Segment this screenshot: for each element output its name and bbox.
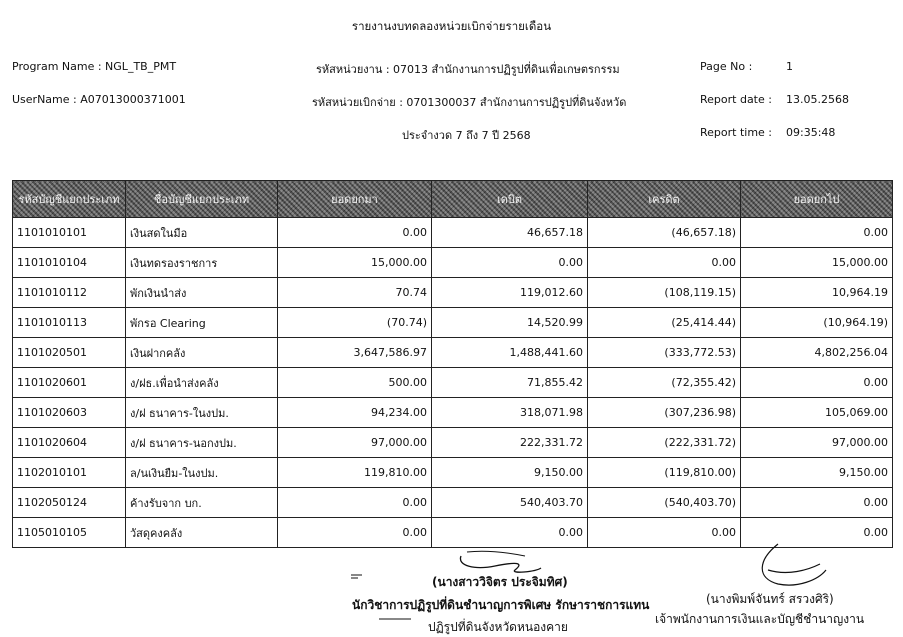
table-row: [13, 368, 893, 398]
underline-mark: [378, 616, 412, 622]
account-code: 1101020603: [13, 398, 126, 428]
report-period: ประจำงวด 7 ถึง 7 ปี 2568: [402, 129, 531, 142]
brought-forward: 97,000.00: [278, 428, 432, 458]
debit: 318,071.98: [432, 398, 588, 428]
left-signatory-title: นักวิชาการปฏิรูปที่ดินชำนาญการพิเศษ รักษาราชการแทน: [352, 598, 650, 612]
left-signatory-office: ปฏิรูปที่ดินจังหวัดหนองคาย: [428, 620, 568, 634]
debit: 46,657.18: [432, 218, 588, 248]
brought-forward: 119,810.00: [278, 458, 432, 488]
carried-forward: 0.00: [741, 218, 893, 248]
table-row: [13, 428, 893, 458]
header-account-name: ชื่อบัญชีแยกประเภท: [126, 181, 278, 218]
small-mark: [350, 572, 364, 580]
account-code: 1101020601: [13, 368, 126, 398]
carried-forward: 0.00: [741, 488, 893, 518]
agency-code: รหัสหน่วยงาน : 07013 สำนักงานการปฏิรูปที่ดินเพื่อเกษตรกรรม: [316, 63, 620, 76]
carried-forward: 4,802,256.04: [741, 338, 893, 368]
account-name: เงินฝากคลัง: [126, 338, 278, 368]
report-date-value: 13.05.2568: [786, 93, 849, 106]
left-signature-scribble: [455, 548, 545, 576]
credit: 0.00: [588, 248, 741, 278]
account-code: 1101020501: [13, 338, 126, 368]
table-row: [13, 338, 893, 368]
right-signature-scribble: [748, 540, 838, 590]
report-title: รายงานงบทดลองหน่วยเบิกจ่ายรายเดือน: [351, 19, 552, 33]
account-name: ง/ฝ ธนาคาร-นอกงปม.: [126, 428, 278, 458]
brought-forward: 0.00: [278, 488, 432, 518]
report-time-value: 09:35:48: [786, 126, 836, 139]
account-name: เงินสดในมือ: [126, 218, 278, 248]
account-code: 1101010104: [13, 248, 126, 278]
account-code: 1101010101: [13, 218, 126, 248]
right-signatory-title: เจ้าพนักงานการเงินและบัญชีชำนาญงาน: [655, 612, 865, 626]
account-code: 1101020604: [13, 428, 126, 458]
debit: 9,150.00: [432, 458, 588, 488]
debit: 0.00: [432, 248, 588, 278]
account-name: พักเงินนำส่ง: [126, 278, 278, 308]
table-row: [13, 248, 893, 278]
debit: 119,012.60: [432, 278, 588, 308]
account-name: วัสดุคงคลัง: [126, 518, 278, 548]
brought-forward: 70.74: [278, 278, 432, 308]
left-signatory-name: (นางสาววิจิตร ประจิมทิศ): [432, 575, 568, 589]
table-row: [13, 458, 893, 488]
trial-balance-table: [12, 180, 893, 548]
account-code: 1105010105: [13, 518, 126, 548]
table-row: [13, 218, 893, 248]
debit: 14,520.99: [432, 308, 588, 338]
right-signatory-name: (นางพิมพ์จันทร์ สรวงศิริ): [706, 592, 834, 606]
page-no-label: Page No :: [700, 60, 753, 73]
brought-forward: 500.00: [278, 368, 432, 398]
brought-forward: 3,647,586.97: [278, 338, 432, 368]
account-code: 1102010101: [13, 458, 126, 488]
brought-forward: 0.00: [278, 518, 432, 548]
debit: 222,331.72: [432, 428, 588, 458]
report-date-label: Report date :: [700, 93, 772, 106]
header-account-code: รหัสบัญชีแยกประเภท: [13, 181, 126, 218]
debit: 1,488,441.60: [432, 338, 588, 368]
credit: (108,119.15): [588, 278, 741, 308]
account-code: 1101010112: [13, 278, 126, 308]
account-name: พักรอ Clearing: [126, 308, 278, 338]
username: UserName : A07013000371001: [12, 93, 186, 106]
carried-forward: (10,964.19): [741, 308, 893, 338]
disbursing-unit-code: รหัสหน่วยเบิกจ่าย : 0701300037 สำนักงานการปฏิรูปที่ดินจังหวัด: [312, 96, 627, 109]
header-credit: เครดิต: [588, 181, 741, 218]
brought-forward: 0.00: [278, 218, 432, 248]
credit: (119,810.00): [588, 458, 741, 488]
credit: (46,657.18): [588, 218, 741, 248]
account-code: 1102050124: [13, 488, 126, 518]
brought-forward: 15,000.00: [278, 248, 432, 278]
account-name: ล/นเงินยืม-ในงปม.: [126, 458, 278, 488]
debit: 540,403.70: [432, 488, 588, 518]
debit: 0.00: [432, 518, 588, 548]
table-row: [13, 308, 893, 338]
account-name: ง/ฝ ธนาคาร-ในงปม.: [126, 398, 278, 428]
account-name: ง/ฝธ.เพื่อนำส่งคลัง: [126, 368, 278, 398]
credit: (333,772.53): [588, 338, 741, 368]
carried-forward: 9,150.00: [741, 458, 893, 488]
report-time-label: Report time :: [700, 126, 773, 139]
credit: (307,236.98): [588, 398, 741, 428]
credit: (222,331.72): [588, 428, 741, 458]
account-name: ค้างรับจาก บก.: [126, 488, 278, 518]
page-no-value: 1: [786, 60, 793, 73]
credit: (25,414.44): [588, 308, 741, 338]
account-name: เงินทดรองราชการ: [126, 248, 278, 278]
credit: (72,355.42): [588, 368, 741, 398]
carried-forward: 15,000.00: [741, 248, 893, 278]
debit: 71,855.42: [432, 368, 588, 398]
carried-forward: 0.00: [741, 518, 893, 548]
carried-forward: 10,964.19: [741, 278, 893, 308]
table-header-row: [13, 181, 893, 218]
table-row: [13, 398, 893, 428]
brought-forward: (70.74): [278, 308, 432, 338]
carried-forward: 97,000.00: [741, 428, 893, 458]
table-row: [13, 278, 893, 308]
brought-forward: 94,234.00: [278, 398, 432, 428]
credit: (540,403.70): [588, 488, 741, 518]
carried-forward: 0.00: [741, 368, 893, 398]
carried-forward: 105,069.00: [741, 398, 893, 428]
credit: 0.00: [588, 518, 741, 548]
header-carried-forward: ยอดยกไป: [741, 181, 893, 218]
table-row: [13, 488, 893, 518]
account-code: 1101010113: [13, 308, 126, 338]
header-brought-forward: ยอดยกมา: [278, 181, 432, 218]
header-debit: เดบิต: [432, 181, 588, 218]
program-name: Program Name : NGL_TB_PMT: [12, 60, 177, 73]
